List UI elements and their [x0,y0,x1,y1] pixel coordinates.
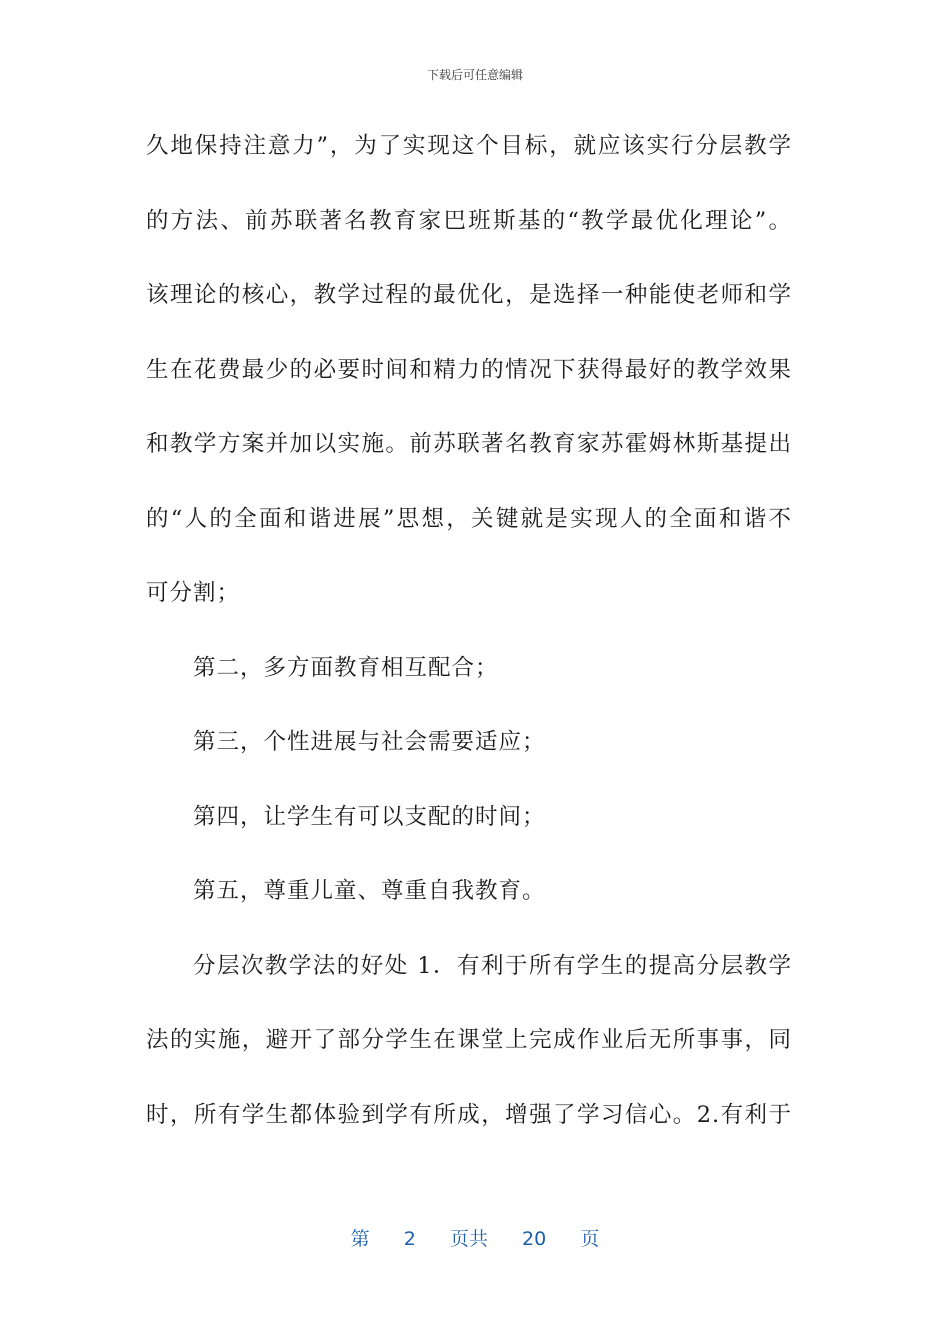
body-line-14: 时，所有学生都体验到学有所成，增强了学习信心。2.有利于 [146,1101,792,1128]
body-line-4: 生在花费最少的必要时间和精力的情况下获得最好的教学效果 [146,356,792,383]
document-body [146,120,792,1163]
page-footer [0,1224,950,1251]
footer-prefix: 第 [350,1228,370,1250]
footer-page-number: 2 [403,1228,416,1250]
page-header [0,66,950,83]
body-line-3: 该理论的核心，教学过程的最优化，是选择一种能使老师和学 [146,282,792,308]
body-line-7: 可分割； [146,580,241,606]
body-line-13: 法的实施，避开了部分学生在课堂上完成作业后无所事事，同 [146,1027,792,1053]
body-line-6: 的“人的全面和谐进展”思想，关键就是实现人的全面和谐不 [146,505,792,532]
body-line-10: 第四，让学生有可以支配的时间； [193,803,546,830]
footer-suffix: 页 [580,1228,600,1250]
body-line-1: 久地保持注意力”，为了实现这个目标，就应该实行分层教学 [146,133,792,159]
body-line-8: 第二，多方面教育相互配合； [193,654,499,681]
body-line-2: 的方法、前苏联著名教育家巴班斯基的“教学最优化理论”。 [146,207,792,234]
footer-middle: 页共 [449,1228,488,1250]
header-note: 下载后可任意编辑 [426,68,523,82]
footer-total-pages: 20 [522,1228,547,1250]
body-line-11: 第五，尊重儿童、尊重自我教育。 [193,878,546,904]
body-line-12: 分层次教学法的好处 1．有利于所有学生的提高分层教学 [193,952,792,979]
body-line-9: 第三，个性进展与社会需要适应； [193,729,546,755]
body-line-5: 和教学方案并加以实施。前苏联著名教育家苏霍姆林斯基提出 [146,431,792,457]
